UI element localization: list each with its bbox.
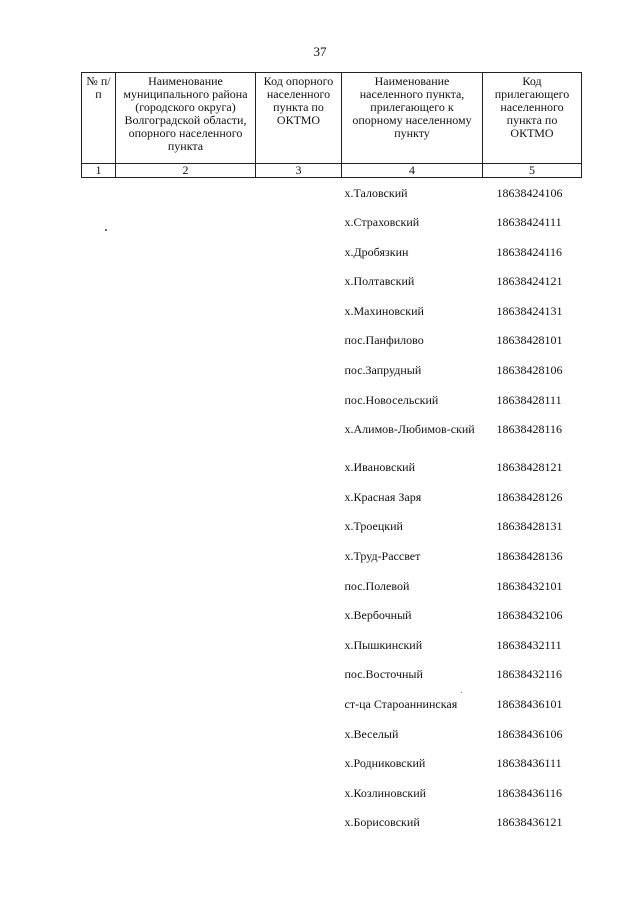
settlement-name: х.Страховский [344, 215, 420, 230]
empty-cell [82, 237, 116, 267]
table-row [82, 571, 582, 601]
empty-cell [116, 414, 256, 452]
table-row [82, 482, 582, 512]
empty-cell [256, 452, 342, 482]
empty-cell [116, 659, 256, 689]
header-number: № п/п [82, 73, 116, 164]
settlement-name: пос.Восточный [344, 667, 423, 682]
empty-cell [256, 355, 342, 385]
settlement-code: 18638436121 [496, 815, 563, 830]
empty-cell [116, 630, 256, 660]
empty-cell [256, 600, 342, 630]
settlement-name: х.Ивановский [344, 460, 416, 475]
settlement-name: пос.Панфилово [344, 333, 424, 348]
empty-cell [116, 266, 256, 296]
settlement-name: х.Таловский [344, 186, 408, 200]
empty-cell [82, 778, 116, 808]
empty-cell [256, 630, 342, 660]
table-row [82, 630, 582, 660]
table-body [82, 178, 582, 837]
settlement-code: 18638436116 [496, 785, 563, 800]
table-row [82, 296, 582, 326]
empty-cell [82, 266, 116, 296]
settlement-code: 18638424116 [496, 244, 563, 259]
empty-cell [82, 325, 116, 355]
header-base-code: Код опорного населенного пункта по ОКТМО [256, 73, 342, 164]
empty-cell [82, 659, 116, 689]
empty-cell [116, 325, 256, 355]
empty-cell [82, 452, 116, 482]
settlement-code: 18638432106 [496, 608, 563, 623]
settlement-name: х.Труд-Рассвет [344, 549, 421, 564]
empty-cell [82, 719, 116, 749]
empty-cell [256, 748, 342, 778]
column-number: 1 [82, 164, 116, 178]
empty-cell [82, 630, 116, 660]
empty-cell [82, 511, 116, 541]
settlement-name: х.Веселый [344, 726, 399, 741]
settlement-code: 18638432111 [496, 637, 562, 652]
settlement-name: х.Полтавский [344, 274, 415, 289]
settlement-code: 18638424111 [496, 215, 562, 230]
empty-cell [82, 178, 116, 208]
empty-cell [82, 689, 116, 719]
table-row [82, 689, 582, 719]
empty-cell [116, 207, 256, 237]
settlement-code: 18638432101 [496, 578, 563, 593]
empty-cell [82, 207, 116, 237]
table-row [82, 541, 582, 571]
settlement-code: 18638424106 [496, 186, 563, 200]
table-row [82, 178, 582, 208]
settlement-code: 18638424121 [496, 274, 563, 289]
empty-cell [116, 807, 256, 837]
settlement-name: пос.Новосельский [344, 392, 439, 407]
empty-cell [82, 571, 116, 601]
empty-cell [256, 689, 342, 719]
empty-cell [256, 207, 342, 237]
empty-cell [116, 237, 256, 267]
settlement-name: пос.Полевой [344, 578, 410, 593]
table-row [82, 414, 582, 452]
header-adjacent-code: Код прилегающего населенного пункта по ОКТМО [483, 73, 582, 164]
empty-cell [116, 778, 256, 808]
empty-cell [82, 414, 116, 452]
empty-cell [116, 452, 256, 482]
table-row [82, 385, 582, 415]
settlement-name: х.Родниковский [344, 756, 426, 771]
empty-cell [116, 482, 256, 512]
table-row [82, 325, 582, 355]
column-number: 3 [256, 164, 342, 178]
empty-cell [256, 511, 342, 541]
empty-cell [82, 748, 116, 778]
empty-cell [116, 511, 256, 541]
table-row [82, 778, 582, 808]
empty-cell [256, 325, 342, 355]
settlement-code: 18638428101 [496, 333, 563, 348]
table-row [82, 355, 582, 385]
empty-cell [256, 659, 342, 689]
settlement-code: 18638432116 [496, 667, 563, 682]
empty-cell [82, 385, 116, 415]
settlement-name: х.Борисовский [344, 815, 420, 830]
column-number: 2 [116, 164, 256, 178]
header-row [82, 73, 582, 164]
empty-cell [256, 571, 342, 601]
settlement-code: 18638428106 [496, 363, 563, 378]
column-number-row [82, 164, 582, 178]
settlement-code: 18638428111 [496, 392, 562, 407]
table-row [82, 237, 582, 267]
settlement-name: х.Пышкинский [344, 637, 423, 652]
header-district-name: Наименование муниципального района (городского округа) Волгоградской области, опорного населенного пункта [116, 73, 256, 164]
empty-cell [256, 178, 342, 208]
settlement-name: х.Троецкий [344, 519, 403, 534]
table-row [82, 748, 582, 778]
table-row [82, 807, 582, 837]
empty-cell [256, 482, 342, 512]
empty-cell [82, 296, 116, 326]
settlement-code: 18638428131 [496, 519, 563, 534]
empty-cell [116, 296, 256, 326]
empty-cell [256, 778, 342, 808]
empty-cell [116, 385, 256, 415]
empty-cell [82, 600, 116, 630]
empty-cell [82, 807, 116, 837]
column-number: 5 [483, 164, 582, 178]
empty-cell [116, 748, 256, 778]
column-number: 4 [342, 164, 483, 178]
empty-cell [116, 178, 256, 208]
settlement-code: 18638428116 [496, 422, 563, 437]
settlement-name: х.Дробязкин [344, 244, 409, 259]
table-row [82, 511, 582, 541]
settlements-table [81, 72, 582, 837]
table-row [82, 207, 582, 237]
settlement-name: х.Козлиновский [344, 785, 427, 800]
settlement-name: х.Алимов-Любимов-ский [344, 422, 475, 437]
empty-cell [256, 385, 342, 415]
settlement-name: х.Махиновский [344, 303, 424, 318]
settlement-code: 18638428136 [496, 549, 563, 564]
empty-cell [116, 600, 256, 630]
settlement-name: ст-ца Староаннинская [344, 697, 458, 711]
settlement-name: пос.Запрудный [344, 363, 422, 378]
empty-cell [256, 414, 342, 452]
settlement-code: 18638424131 [496, 303, 563, 318]
empty-cell [256, 807, 342, 837]
empty-cell [256, 719, 342, 749]
table-row [82, 600, 582, 630]
empty-cell [256, 296, 342, 326]
table-row [82, 719, 582, 749]
empty-cell [116, 541, 256, 571]
empty-cell [256, 541, 342, 571]
table-row [82, 266, 582, 296]
empty-cell [256, 266, 342, 296]
table-row [82, 659, 582, 689]
page-number: 37 [313, 44, 327, 59]
empty-cell [82, 355, 116, 385]
settlement-name: х.Красная Заря [344, 489, 422, 504]
scan-speck [105, 229, 107, 231]
scan-speck [461, 692, 462, 693]
settlement-code: 18638428126 [496, 489, 563, 504]
header-adjacent-name: Наименование населенного пункта, прилегающего к опорному населенному пункту [342, 73, 483, 164]
table-row [82, 452, 582, 482]
settlement-name: х.Вербочный [344, 608, 412, 623]
settlement-code: 18638436111 [496, 756, 562, 771]
settlement-code: 18638436106 [496, 726, 563, 741]
empty-cell [82, 541, 116, 571]
empty-cell [116, 571, 256, 601]
settlement-code: 18638428121 [496, 460, 563, 475]
empty-cell [116, 689, 256, 719]
settlement-code: 18638436101 [496, 697, 563, 711]
empty-cell [116, 355, 256, 385]
empty-cell [82, 482, 116, 512]
empty-cell [256, 237, 342, 267]
empty-cell [116, 719, 256, 749]
